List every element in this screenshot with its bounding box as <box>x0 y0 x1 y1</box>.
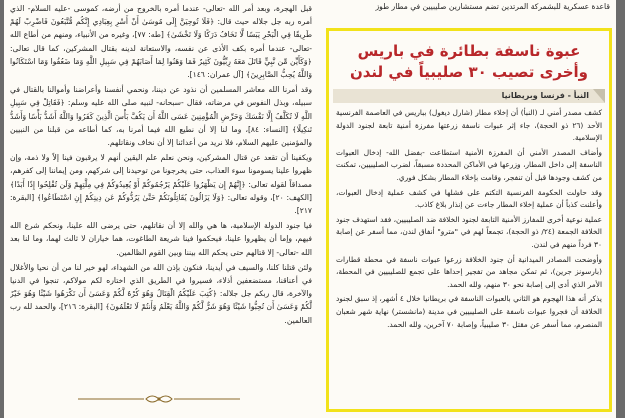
highlighted-article-box <box>326 28 612 412</box>
snippet-line: قاعدة عسكرية للبشمركة المرتدين تضم مستشارين صليبيين في مطار طوز <box>375 2 610 11</box>
document-page <box>4 0 616 418</box>
left-paragraph-3: ويكفينا أن تقعد عن قتال المشركين، ونحن نعلم علم اليقين أنهم لا يرقبون فينا إلاً ولا ذمة، وإن ظهروا علينا يسومونا سوء العذاب، حتى يخرجونا من توحيدنا إلى شركهم، ومن إيماننا إلى كفرهم، مصداقاً لقوله تعالى: ﴿إِنَّهُمْ إِن يَظْهَرُوا عَلَيْكُمْ يَرْجُمُوكُمْ أَوْ يُعِيدُوكُمْ فِي مِلَّتِهِمْ وَلَن تُفْلِحُوا إِذًا أَبَدًا﴾ [الكهف: ٢٠]، وقوله تعالى: ﴿وَلَا يَزَالُونَ يُقَاتِلُونَكُمْ حَتَّىٰ يَرُدُّوكُمْ عَن دِينِكُمْ إِنِ اسْتَطَاعُوا﴾ [البقرة: ٢١٧]. <box>10 153 312 216</box>
article-title-line-1: عبوة ناسفة بطائرة في باريس <box>357 42 581 60</box>
article-paragraph-6: يذكر أنه هذا الهجوم هو الثاني بالعبوات الناسفة في بريطانيا خلال ٤ أشهر، إذ سبق لجنود الخلافة أن فجروا عبوات ناسفة على الصليبيين في مدينة (مانشستر) نهاية شهر شعبان المنصرم، مما أسفر عن مقتل ٣٠ صليبياً، وإصابة ٧٠ آخرين، ولله الحمد. <box>336 294 602 329</box>
ornament-divider-icon <box>74 392 244 406</box>
left-paragraph-1: قبل الهجرة، وبعد أمر الله -تعالى- عندما أمره بالخروج من أرضه، كموسى -عليه السلام- الذي أمره ربه جل جلاله حيث قال: ﴿فَلَا تُوحِيَنَّ إِلَى مُوسَىٰ أَنْ أَسْرِ بِعِبَادِي إِنَّكُم مُّتَّبَعُونَ فَاضْرِبْ لَهُمْ طَرِيقًا فِي الْبَحْرِ يَبَسًا لَّا تَخَافُ دَرَكًا وَلَا تَخْشَىٰ﴾ [طه: ٧٧]، وغيره من الأنبياء، ومنهم من أطاع الله -تعالى- عندما أمره بكف الأذى عن نفسه، والاستعانة لدينه بقتال المشركين، كما قال تعالى: ﴿وَكَأَيِّن مِّن نَّبِيٍّ قَاتَلَ مَعَهُ رِبِّيُّونَ كَثِيرٌ فَمَا وَهَنُوا لِمَا أَصَابَهُمْ فِي سَبِيلِ اللَّهِ وَمَا ضَعُفُوا وَمَا اسْتَكَانُوا وَاللَّهُ يُحِبُّ الصَّابِرِينَ﴾ [آل عمران: ١٤٦]. <box>10 4 312 80</box>
previous-article-snippet <box>322 0 610 30</box>
article-paragraph-5: وأوضحت المصادر الميدانية أن جنود الخلافة زرعوا عبوات ناسفة في محطة قطارات (بارسونز جرين)، ثم تمكن مجاهد من تفجير إحداها على تجمع للصليبيين في المحطة، الأمر الذي أدى إلى إصابة نحو ٣٠ منهم، ولله الحمد. <box>336 254 602 289</box>
left-paragraph-2: وقد أمرنا الله معاشر المسلمين أن نذود عن ديننا، ونحمي أنفسنا وأعراضنا وأموالنا بالقتال في سبيله، وبذل النفوس في مرضاته، فقال -سبحانه- لنبيه صلى الله عليه وسلم: ﴿فَقَاتِلْ فِي سَبِيلِ اللَّهِ لَا تُكَلَّفُ إِلَّا نَفْسَكَ وَحَرِّضِ الْمُؤْمِنِينَ عَسَى اللَّهُ أَن يَكُفَّ بَأْسَ الَّذِينَ كَفَرُوا وَاللَّهُ أَشَدُّ بَأْسًا وَأَشَدُّ تَنكِيلًا﴾ [النساء: ٨٤]، وما لنا إلا أن نطيع الله فيما أمرنا به، كما أطاعه من قبلنا من النبيين والمؤمنين عليهم السلام، فلا نريد من أعدائنا إلا أن نخاف ونقاتلهم. <box>10 85 312 148</box>
category-triangle-icon <box>593 89 605 103</box>
article-paragraph-2: وأضاف المصدر الأمني أن المفرزة الأمنية استطاعت -بفضل الله- إدخال العبوات الناسفة إلى داخل المطار، وزرعها في الأماكن المحددة مسبقاً، لضرب الصليبيين، تمكنت من كشف وجودها قبل أن تنفجر، وقامت بإخلاء المطار بشكل فوري. <box>336 147 602 182</box>
left-paragraph-4: فيا جنود الدولة الإسلامية، ها هي والله إلا أن نقاتلهم، حتى يرضى الله علينا، ونحكم شرع الله فيهم، وإما أن يظهروا علينا، فيحكموا فينا شريعة الطاغوت، هما خياران لا ثالث لهما، وما لنا بعد الله -تعالى- إلا قتالهم حتى يحكم الله بيننا وبين القوم الظالمين. <box>10 221 312 257</box>
article-paragraph-3: وقد حاولت الحكومة الفرنسية التكتم على فشلها في كشف عملية إدخال العبوات، وأعلنت كذباً أن عملية إخلاء المطار جاءت عن إنذار بلاغ كاذب. <box>336 187 602 210</box>
category-bar <box>333 89 605 103</box>
left-paragraph-5: ولئن قتلنا كلنا، والسيف في أيدينا، فنكون بإذن الله من الشهداء، لهو خير لنا من أن نحيا والأغلال في أعناقنا، مستضعفين أذلاء، فسيروا في الطريق الذي اختاره لكم مولاكم، تنجوا في الدنيا والآخرة، قال ربكم جل جلاله: ﴿كُتِبَ عَلَيْكُمُ الْقِتَالُ وَهُوَ كُرْهٌ لَّكُمْ وَعَسَىٰ أَن تَكْرَهُوا شَيْئًا وَهُوَ خَيْرٌ لَّكُمْ وَعَسَىٰ أَن تُحِبُّوا شَيْئًا وَهُوَ شَرٌّ لَّكُمْ وَاللَّهُ يَعْلَمُ وَأَنتُمْ لَا تَعْلَمُونَ﴾ [البقرة: ٢١٦]، والحمد لله رب العالمين. <box>10 262 312 325</box>
article-paragraph-1: كشف مصدر أمني لـ (النبأ) أن إخلاء مطار (شارل ديغول) بباريس في العاصمة الفرنسية الأحد (٢٦ ذو الحجة)، جاء إثر عبوات ناسفة زرعتها مفرزة أمنية تابعة لجنود الدولة الإسلامية. <box>336 108 602 143</box>
article-paragraph-4: عملية نوعية أخرى للمفارز الأمنية التابعة لجنود الخلافة ضد الصليبيين، فقد استهدف جنود الخلافة الجمعة (٢٤/ ذو الحجة)، تجمعاً لهم في "مترو" أنفاق لندن، مما أسفر عن إصابة ٣٠ فرداً منهم في لندن. <box>336 214 602 249</box>
article-title-line-2: وأخرى تصيب ٣٠ صليبياً في لندن <box>349 63 589 81</box>
left-text-column <box>10 2 312 402</box>
article-title <box>337 41 601 83</box>
category-label: النبأ - فرنسا وبريطانيا <box>501 91 589 100</box>
